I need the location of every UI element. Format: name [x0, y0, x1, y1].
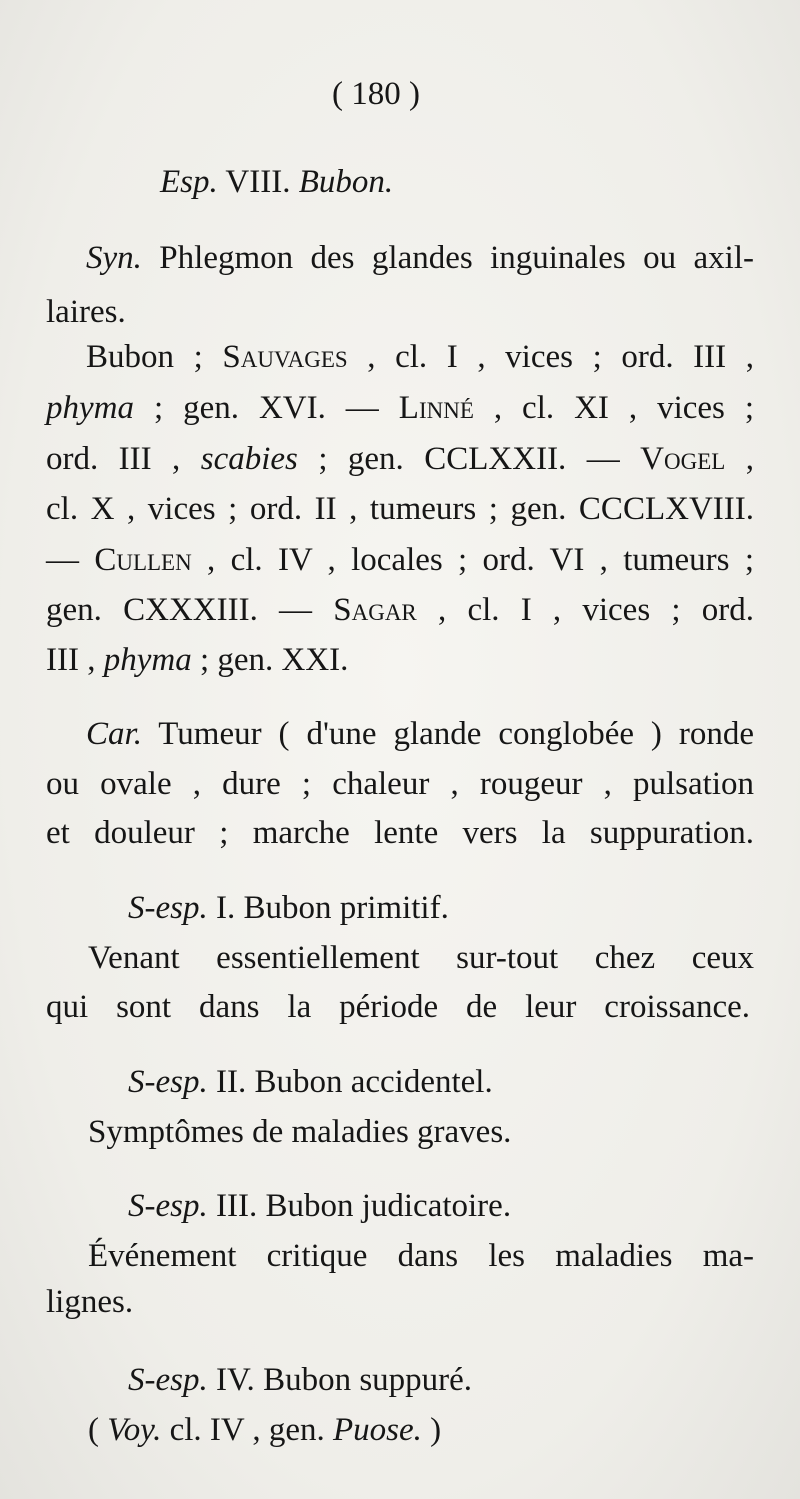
species-heading	[160, 162, 393, 202]
synonymy-text: ord. III ,	[46, 441, 201, 477]
author-vogel: Vogel	[640, 441, 726, 477]
subspecies-label: S-esp.	[128, 890, 208, 926]
synonymy-text: ; gen. XXI.	[191, 642, 349, 678]
subspecies-label: S-esp.	[128, 1188, 208, 1224]
synonymy-text: ,	[725, 441, 754, 477]
synonymy-line-6	[46, 489, 754, 529]
synonymy-text-2: laires.	[46, 294, 126, 330]
characters-label: Car.	[86, 716, 142, 752]
subspecies-number: III.	[215, 1188, 258, 1224]
synonymy-line-2	[46, 292, 126, 332]
synonymy-text: ; gen. XVI. —	[133, 390, 399, 426]
characters-text: ou ovale , dure ; chaleur , rougeur , pulsation	[46, 766, 754, 802]
genus-phyma: phyma	[103, 642, 192, 678]
synonymy-text: , cl. I , vices ; ord. III ,	[347, 339, 754, 375]
reference-paren: (	[88, 1412, 108, 1448]
subspecies-number: II.	[215, 1064, 247, 1100]
author-cullen: Cullen	[94, 542, 192, 578]
synonymy-text: gen. CXXXIII. —	[46, 592, 334, 628]
synonymy-line-7	[46, 540, 754, 580]
subspecies-desc-text: qui sont dans la période de leur croissance.	[46, 989, 750, 1025]
synonymy-text: , cl. I , vices ; ord.	[416, 592, 754, 628]
synonymy-text: ; gen. CCLXXII. —	[297, 441, 641, 477]
author-linne: Linné	[398, 390, 474, 426]
cross-reference	[88, 1410, 441, 1450]
reference-text: cl. IV , gen.	[161, 1412, 334, 1448]
synonymy-text: III ,	[46, 642, 104, 678]
synonymy-text: cl. X , vices ; ord. II , tumeurs ; gen. CCCLXVIII.	[46, 491, 754, 527]
reference-genus: Puose.	[333, 1412, 422, 1448]
subspecies-number: I.	[215, 890, 236, 926]
subspecies-label: S-esp.	[128, 1362, 208, 1398]
synonymy-line-4	[46, 388, 754, 428]
genus-phyma: phyma	[46, 390, 134, 426]
synonymy-text: , cl. XI , vices ;	[473, 390, 755, 426]
subspecies-heading	[128, 1186, 511, 1226]
author-sauvages: Sauvages	[222, 339, 348, 375]
synonymy-line-9	[46, 640, 348, 680]
subspecies-desc-text: Événement critique dans les maladies ma-	[88, 1238, 754, 1274]
characters-line-3	[46, 813, 754, 853]
subspecies-desc	[88, 938, 754, 978]
subspecies-desc-text: lignes.	[46, 1284, 134, 1320]
species-name: Bubon.	[298, 164, 394, 200]
subspecies-desc-text: Venant essentiellement sur-tout chez ceux	[88, 940, 754, 976]
characters-line-1	[86, 714, 754, 754]
subspecies-name: Bubon judicatoire.	[265, 1188, 512, 1224]
species-number: VIII.	[225, 164, 291, 200]
subspecies-desc	[88, 1236, 754, 1276]
genus-scabies: scabies	[200, 441, 298, 477]
synonymy-text-1: Phlegmon des glandes inguinales ou axil-	[159, 240, 754, 276]
synonymy-text: —	[46, 542, 95, 578]
synonymy-line-1	[86, 238, 754, 278]
synonymy-line-8	[46, 590, 754, 630]
subspecies-desc-text: Symptômes de maladies graves.	[88, 1114, 512, 1150]
reference-voy: Voy.	[107, 1412, 162, 1448]
author-sagar: Sagar	[333, 592, 417, 628]
synonymy-text: , cl. IV , locales ; ord. VI , tumeurs ;	[191, 542, 755, 578]
subspecies-heading	[128, 1360, 472, 1400]
reference-paren: )	[421, 1412, 442, 1448]
synonymy-text: Bubon ;	[86, 339, 223, 375]
synonymy-label: Syn.	[86, 240, 142, 276]
synonymy-line-5	[46, 439, 754, 479]
subspecies-number: IV.	[215, 1362, 255, 1398]
subspecies-name: Bubon accidentel.	[254, 1064, 493, 1100]
subspecies-heading	[128, 1062, 493, 1102]
subspecies-label: S-esp.	[128, 1064, 208, 1100]
subspecies-heading	[128, 888, 449, 928]
species-label: Esp.	[160, 164, 218, 200]
synonymy-line-3	[86, 337, 754, 377]
characters-text: et douleur ; marche lente vers la suppuration.	[46, 815, 754, 851]
characters-text: Tumeur ( d'une glande conglobée ) ronde	[158, 716, 754, 752]
subspecies-desc	[46, 987, 750, 1027]
page-number: ( 180 )	[332, 76, 420, 112]
subspecies-name: Bubon primitif.	[243, 890, 449, 926]
subspecies-desc	[46, 1282, 133, 1322]
characters-line-2	[46, 764, 754, 804]
subspecies-desc	[88, 1112, 511, 1152]
subspecies-name: Bubon suppuré.	[263, 1362, 473, 1398]
